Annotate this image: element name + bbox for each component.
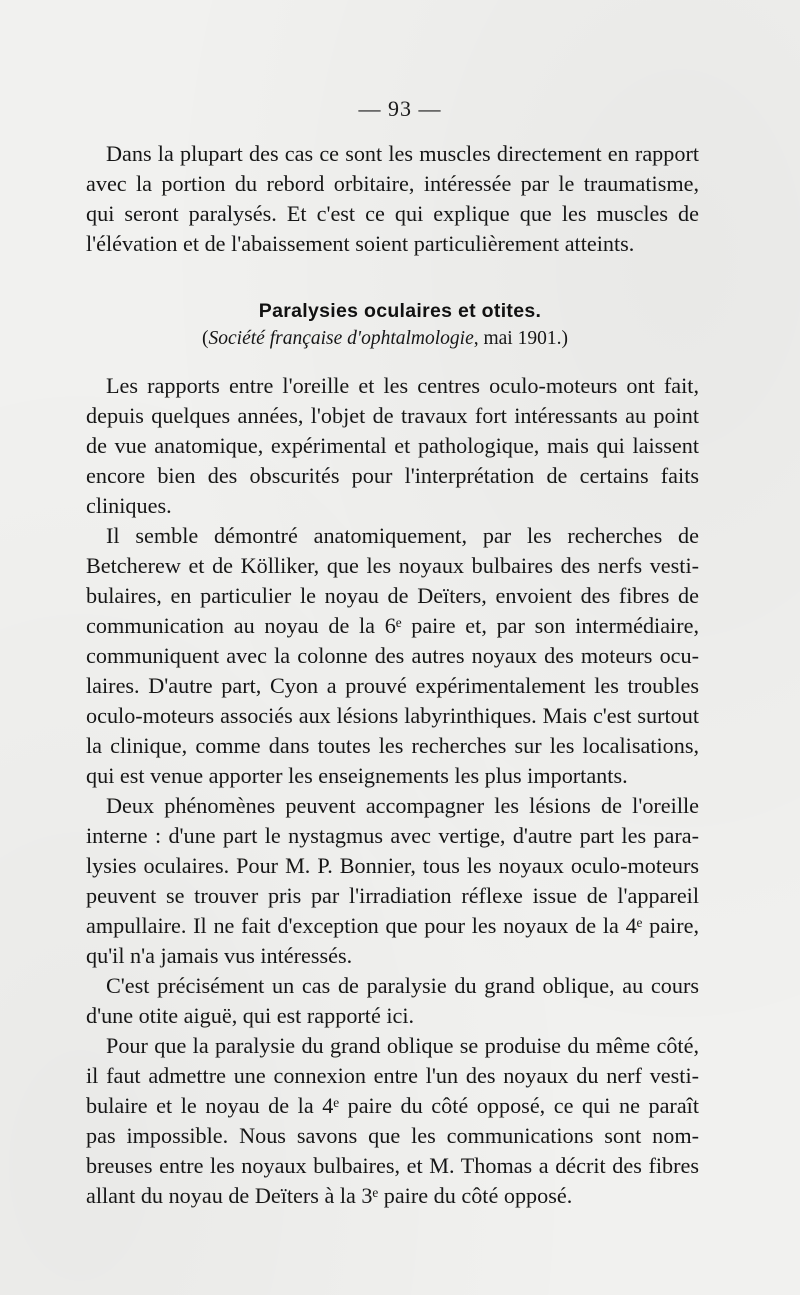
text-line: Betcherew et de Kölliker, que les noyaux bulbaires des nerfs vesti- [86,553,699,578]
text-line: l'élévation et de l'abaissement soient particulièrement atteints. [86,231,635,256]
text-line: communication au noyau de la 6ᵉ paire et, par son intermédiaire, [86,613,699,638]
text-line: Dans la plupart des cas ce sont les muscles directement en rapport [106,141,699,166]
text-line: oculo-moteurs associés aux lésions labyrinthiques. Mais c'est surtout [86,703,699,728]
text-line: breuses entre les noyaux bulbaires, et M. Thomas a décrit des fibres [86,1153,699,1178]
text-line: qu'il n'a jamais vus intéressés. [86,943,353,968]
source-society: Société française d'ophtalmologie [208,328,474,349]
text-line: cliniques. [86,493,172,518]
text-line: Les rapports entre l'oreille et les centres oculo-moteurs ont fait, [106,373,699,398]
source-date: , mai 1901.) [473,328,568,349]
article-body [86,371,699,1211]
text-line: Pour que la paralysie du grand oblique se produise du même côté, [106,1033,699,1058]
text-line: qui est venue apporter les enseignements les plus importants. [86,763,628,788]
text-line: depuis quelques années, l'objet de travaux fort intéressants au point [86,403,699,428]
text-line: pas impossible. Nous savons que les communications sont nom- [86,1123,699,1148]
text-line: interne : d'une part le nystagmus avec vertige, d'autre part les para- [86,823,699,848]
text-line: qui seront paralysés. Et c'est ce qui explique que les muscles de [86,201,699,226]
text-line: C'est précisément un cas de paralysie du grand oblique, au cours [106,973,699,998]
text-line: Deux phénomènes peuvent accompagner les lésions de l'oreille [106,793,699,818]
text-line: communiquent avec la colonne des autres noyaux des moteurs ocu- [86,643,699,668]
text-line: il faut admettre une connexion entre l'un des noyaux du nerf vesti- [86,1063,699,1088]
section-title: Paralysies oculaires et otites. [258,300,542,322]
text-line: laires. D'autre part, Cyon a prouvé expérimentalement les troubles [86,673,699,698]
text-line: lysies oculaires. Pour M. P. Bonnier, tous les noyaux oculo-moteurs [86,853,699,878]
section-source [0,328,770,350]
text-line: ampullaire. Il ne fait d'exception que pour les noyaux de la 4ᵉ paire, [86,913,699,938]
intro-paragraph [86,139,699,259]
text-line: de vue anatomique, expérimental et pathologique, mais qui laissent [86,433,699,458]
text-line: Il semble démontré anatomiquement, par les recherches de [106,523,699,548]
text-line: peuvent se trouver pris par l'irradiation réflexe issue de l'appareil [86,883,699,908]
page-number: — 93 — [358,96,442,121]
text-line: encore bien des obscurités pour l'interprétation de certains faits [86,463,699,488]
text-line: avec la portion du rebord orbitaire, intéressée par le traumatisme, [86,171,699,196]
text-line: d'une otite aiguë, qui est rapporté ici. [86,1003,415,1028]
source-open: ( [202,328,209,349]
text-line: allant du noyau de Deïters à la 3ᵉ paire du côté opposé. [86,1183,573,1208]
text-line: bulaire et le noyau de la 4ᵉ paire du côté opposé, ce qui ne paraît [86,1093,699,1118]
text-line: bulaires, en particulier le noyau de Deïters, envoient des fibres de [86,583,699,608]
text-line: la clinique, comme dans toutes les recherches sur les localisations, [86,733,699,758]
